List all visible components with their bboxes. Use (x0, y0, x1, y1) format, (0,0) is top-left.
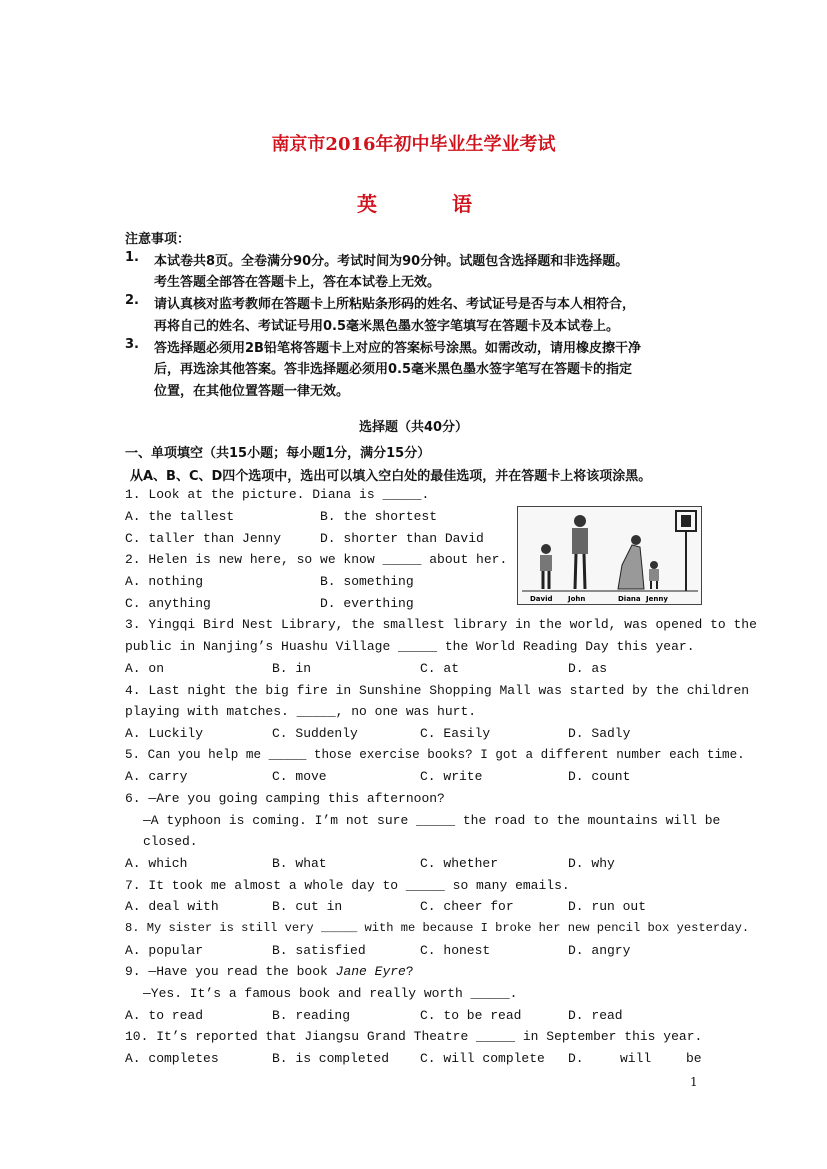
question-stem: public in Nanjing’s Huashu Village _____ the World Reading Day this year. (125, 639, 695, 654)
option-a: A. nothing (125, 574, 204, 589)
option-c: C. will complete (420, 1051, 545, 1066)
exam-title: 南京市2016年初中毕业生学业考试 (271, 134, 556, 155)
question-stem: 8. My sister is still very _____ with me because I broke her new pencil box yesterday. (125, 921, 750, 935)
notice-line: 位置，在其他位置答题一律无效。 (154, 384, 350, 399)
notice-heading: 注意事项： (125, 232, 191, 247)
option-d: D. run out (568, 899, 647, 914)
notice-line: 再将自己的姓名、考试证号用0.5毫米黑色墨水签字笔填写在答题卡及本试卷上。 (154, 319, 620, 334)
option-b: C. Suddenly (272, 726, 358, 741)
question-stem: 6. —Are you going camping this afternoon? (125, 791, 445, 806)
option-a: A. popular (125, 943, 204, 958)
option-a: A. completes (125, 1051, 219, 1066)
option-d-letter: D. (568, 1051, 584, 1066)
option-b: B. something (320, 574, 414, 589)
option-c: C. cheer for (420, 899, 514, 914)
option-d: D. angry (568, 943, 631, 958)
label-john: John (568, 595, 586, 603)
question-stem: 2. Helen is new here, so we know _____ about her. (125, 552, 508, 567)
question-stem: —A typhoon is coming. I’m not sure _____ the road to the mountains will be (143, 813, 721, 828)
question-stem: —Yes. It’s a famous book and really worth _____. (143, 986, 518, 1001)
question-picture (517, 506, 702, 605)
option-d: D. count (568, 769, 631, 784)
option-c: C. whether (420, 856, 499, 871)
option-c: C. honest (420, 943, 491, 958)
question-stem: 4. Last night the big fire in Sunshine Shopping Mall was started by the children (125, 683, 750, 698)
subject-char-2: 语 (452, 192, 472, 216)
option-b: B. satisfied (272, 943, 366, 958)
notice-num: 1. (125, 250, 139, 265)
option-d: D. shorter than David (320, 531, 484, 546)
option-b: C. move (272, 769, 327, 784)
option-a: A. deal with (125, 899, 219, 914)
option-a: A. Luckily (125, 726, 204, 741)
book-title: Jane Eyre (335, 964, 406, 979)
question-stem (125, 964, 414, 979)
option-a: A. carry (125, 769, 188, 784)
option-a: A. the tallest (125, 509, 235, 524)
notice-line: 考生答题全部答在答题卡上，答在本试卷上无效。 (154, 275, 441, 290)
question-stem: playing with matches. _____, no one was hurt. (125, 704, 477, 719)
subject-char-1: 英 (357, 192, 377, 216)
notice-num: 2. (125, 293, 139, 308)
option-c: C. Easily (420, 726, 491, 741)
option-c: C. taller than Jenny (125, 531, 282, 546)
option-b: B. reading (272, 1008, 351, 1023)
notice-num: 3. (125, 337, 139, 352)
option-a: A. on (125, 661, 165, 676)
option-d: D. everthing (320, 596, 414, 611)
notice-line: 请认真核对监考教师在答题卡上所粘贴条形码的姓名、考试证号是否与本人相符合， (154, 297, 636, 312)
question-stem: 1. Look at the picture. Diana is _____. (125, 487, 430, 502)
option-d-word: will (620, 1051, 652, 1066)
option-b: B. in (272, 661, 312, 676)
option-c: C. at (420, 661, 460, 676)
notice-line: 后，再选涂其他答案。答非选择题必须用0.5毫米黑色墨水签字笔写在答题卡的指定 (154, 362, 633, 377)
option-d-word: be (686, 1051, 702, 1066)
notice-line: 答选择题必须用2B铅笔将答题卡上对应的答案标号涂黑。如需改动，请用橡皮擦干净 (154, 341, 641, 356)
page-number: 1 (690, 1075, 698, 1089)
question-stem: 5. Can you help me _____ those exercise books? I got a different number each time. (125, 748, 745, 762)
section-heading: 选择题（共40分） (358, 420, 469, 435)
option-c: C. anything (125, 596, 211, 611)
label-diana: Diana (618, 595, 641, 603)
question-stem: 10. It’s reported that Jiangsu Grand Theatre _____ in September this year. (125, 1029, 703, 1044)
part-heading: 一、单项填空（共15小题；每小题1分，满分15分） (125, 446, 431, 461)
option-d: D. read (568, 1008, 623, 1023)
option-b: B. the shortest (320, 509, 438, 524)
option-d: D. Sadly (568, 726, 631, 741)
option-c: C. write (420, 769, 483, 784)
option-b: B. is completed (272, 1051, 390, 1066)
stem-text: 9. —Have you read the book (125, 964, 336, 979)
option-d: D. why (568, 856, 615, 871)
label-david: David (530, 595, 553, 603)
notice-line: 本试卷共8页。全卷满分90分。考试时间为90分钟。试题包含选择题和非选择题。 (154, 254, 629, 269)
option-d: D. as (568, 661, 608, 676)
part-instruction: 从A、B、C、D四个选项中，选出可以填入空白处的最佳选项，并在答题卡上将该项涂黑。 (130, 469, 652, 484)
option-a: A. which (125, 856, 188, 871)
stem-end: ? (405, 964, 414, 979)
label-jenny: Jenny (646, 595, 668, 603)
question-stem: closed. (143, 834, 198, 849)
people-illustration (518, 507, 701, 604)
question-stem: 7. It took me almost a whole day to _____ so many emails. (125, 878, 570, 893)
option-b: B. cut in (272, 899, 343, 914)
option-a: A. to read (125, 1008, 204, 1023)
question-stem: 3. Yingqi Bird Nest Library, the smallest library in the world, was opened to the (125, 617, 757, 632)
option-c: C. to be read (420, 1008, 522, 1023)
option-b: B. what (272, 856, 327, 871)
